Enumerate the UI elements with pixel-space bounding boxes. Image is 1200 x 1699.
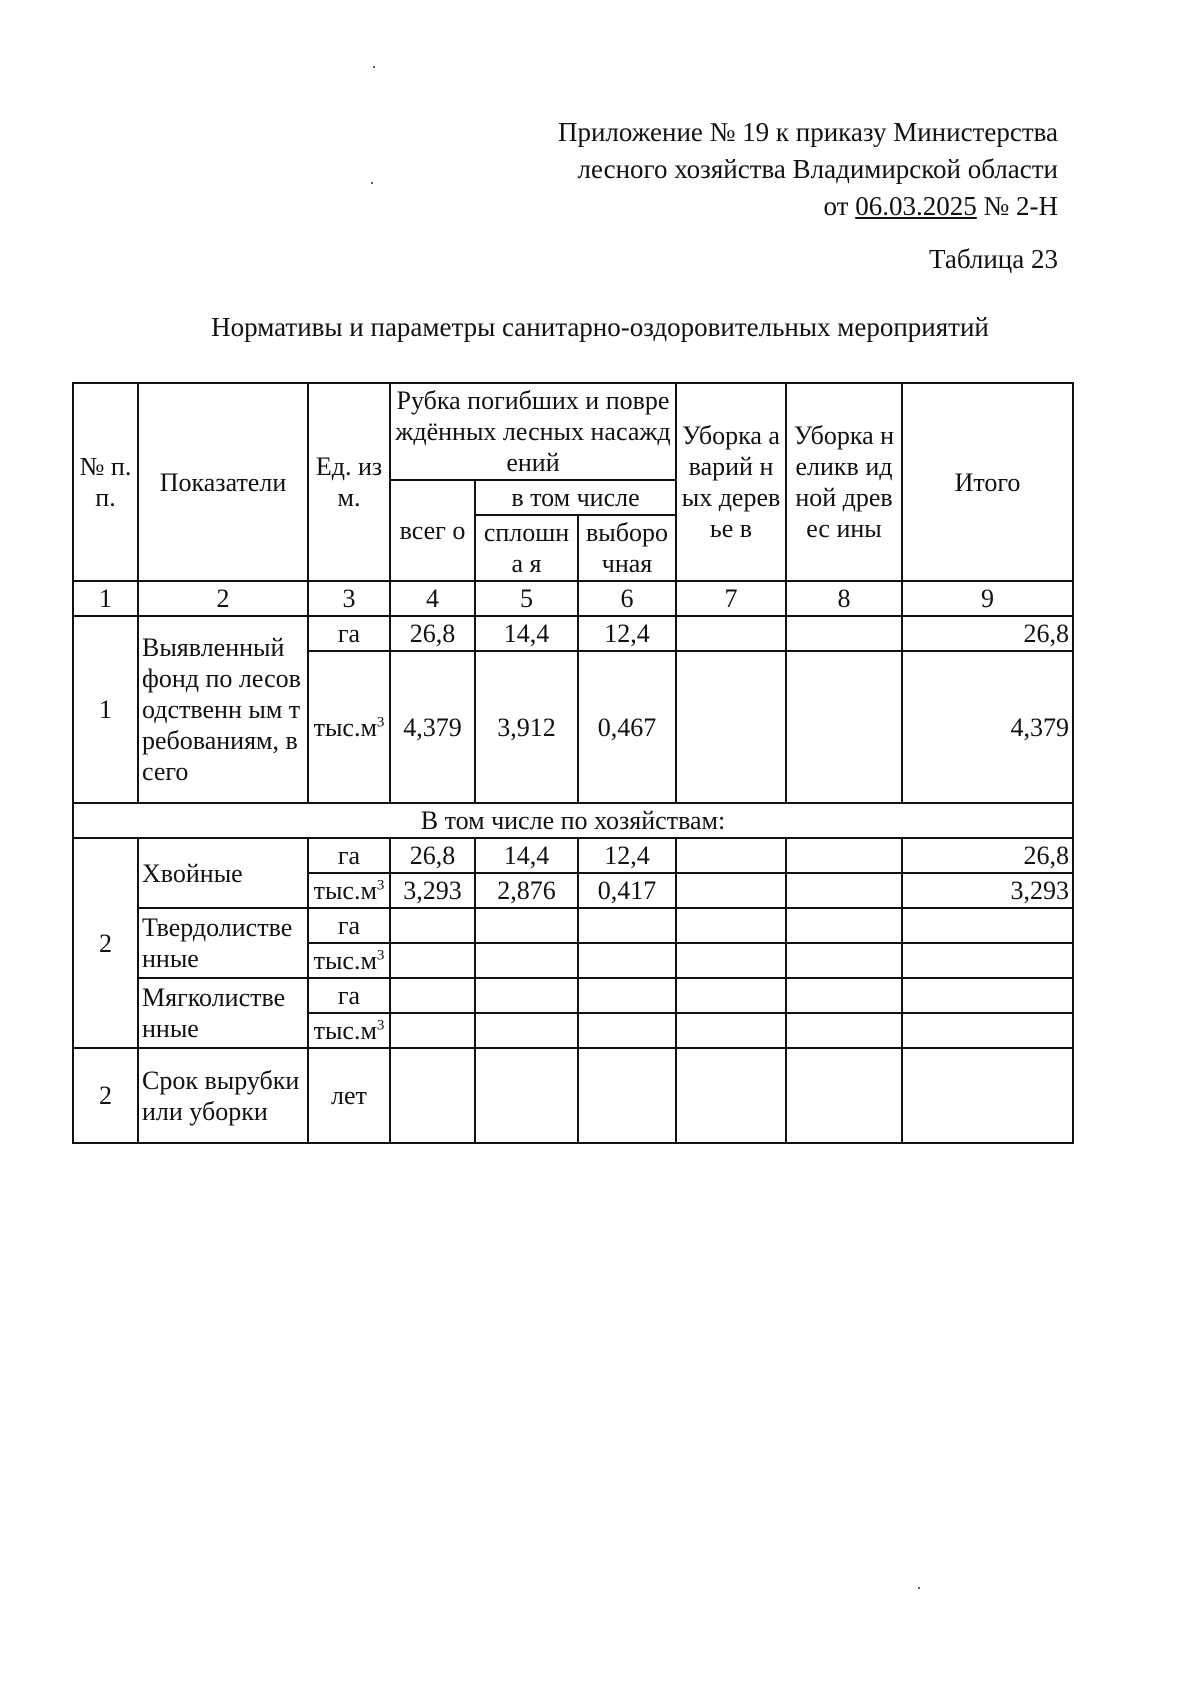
appendix-line-2: лесного хозяйства Владимирской области bbox=[577, 154, 1058, 184]
value-cell: 4,379 bbox=[390, 651, 475, 803]
table-number: Таблица 23 bbox=[929, 244, 1058, 274]
value-cell: 12,4 bbox=[578, 838, 676, 873]
unit-cell: га bbox=[308, 616, 390, 651]
row-label: Срок вырубки или уборки bbox=[138, 1048, 308, 1143]
unit-cell bbox=[308, 873, 390, 908]
value-cell: 3,293 bbox=[902, 873, 1073, 908]
col-number: 2 bbox=[138, 581, 308, 616]
value-cell bbox=[786, 978, 902, 1013]
table-row bbox=[73, 838, 1073, 873]
unit-base: тыс.м bbox=[313, 1016, 377, 1045]
value-cell: 0,467 bbox=[578, 651, 676, 803]
value-cell bbox=[390, 908, 475, 943]
col-number: 5 bbox=[475, 581, 578, 616]
value-cell: 14,4 bbox=[475, 616, 578, 651]
col-number: 3 bbox=[308, 581, 390, 616]
row-label: Твердолистве нные bbox=[138, 908, 308, 978]
appendix-header bbox=[558, 114, 1058, 225]
unit-base: тыс.м bbox=[313, 946, 377, 975]
value-cell bbox=[578, 943, 676, 978]
value-cell: 4,379 bbox=[902, 651, 1073, 803]
value-cell bbox=[902, 908, 1073, 943]
unit-cell bbox=[308, 1013, 390, 1048]
value-cell bbox=[676, 873, 786, 908]
unit-cell: га bbox=[308, 978, 390, 1013]
col-number: 6 bbox=[578, 581, 676, 616]
unit-cell: га bbox=[308, 908, 390, 943]
table-row bbox=[73, 616, 1073, 651]
value-cell: 2,876 bbox=[475, 873, 578, 908]
table-row bbox=[73, 908, 1073, 943]
order-date: 06.03.2025 bbox=[855, 191, 977, 221]
col-number: 7 bbox=[676, 581, 786, 616]
col-header-sum: Итого bbox=[902, 383, 1073, 581]
row-num: 2 bbox=[73, 1048, 138, 1143]
scan-speck bbox=[371, 182, 373, 184]
scan-speck bbox=[373, 66, 375, 68]
col-header-emergency: Уборка аварий ных деревье в bbox=[676, 383, 786, 581]
value-cell bbox=[676, 1048, 786, 1143]
col-header-selective: выборо чная bbox=[578, 515, 676, 581]
col-header-num: № п.п. bbox=[73, 383, 138, 581]
document-title: Нормативы и параметры санитарно-оздоровительных мероприятий bbox=[211, 312, 989, 342]
value-cell: 26,8 bbox=[390, 838, 475, 873]
value-cell: 12,4 bbox=[578, 616, 676, 651]
value-cell bbox=[676, 651, 786, 803]
value-cell bbox=[676, 978, 786, 1013]
value-cell bbox=[902, 943, 1073, 978]
col-header-clear: сплошна я bbox=[475, 515, 578, 581]
value-cell: 26,8 bbox=[390, 616, 475, 651]
value-cell bbox=[786, 1048, 902, 1143]
unit-cell: лет bbox=[308, 1048, 390, 1143]
value-cell bbox=[475, 1048, 578, 1143]
value-cell bbox=[578, 978, 676, 1013]
value-cell bbox=[786, 1013, 902, 1048]
value-cell bbox=[475, 943, 578, 978]
unit-cell bbox=[308, 651, 390, 803]
col-header-unit: Ед. изм. bbox=[308, 383, 390, 581]
value-cell bbox=[390, 978, 475, 1013]
col-number: 1 bbox=[73, 581, 138, 616]
row-num: 1 bbox=[73, 616, 138, 803]
order-number: № 2-Н bbox=[983, 191, 1058, 221]
value-cell bbox=[475, 908, 578, 943]
unit-sup: 3 bbox=[376, 877, 385, 894]
value-cell bbox=[390, 943, 475, 978]
value-cell bbox=[390, 1013, 475, 1048]
unit-cell bbox=[308, 943, 390, 978]
row-num: 2 bbox=[73, 838, 138, 1048]
value-cell: 26,8 bbox=[902, 616, 1073, 651]
column-number-row bbox=[73, 581, 1073, 616]
value-cell bbox=[676, 943, 786, 978]
value-cell bbox=[786, 651, 902, 803]
unit-base: тыс.м bbox=[313, 712, 377, 742]
appendix-line-3 bbox=[558, 188, 1058, 225]
measures-table bbox=[72, 382, 1074, 1144]
farms-subheader: В том числе по хозяйствам: bbox=[73, 803, 1073, 838]
value-cell: 3,912 bbox=[475, 651, 578, 803]
value-cell: 26,8 bbox=[902, 838, 1073, 873]
row-label: Мягколистве нные bbox=[138, 978, 308, 1048]
value-cell bbox=[578, 908, 676, 943]
col-header-illiquid: Уборка неликв идной древес ины bbox=[786, 383, 902, 581]
value-cell bbox=[786, 908, 902, 943]
value-cell bbox=[578, 1013, 676, 1048]
col-header-total: всег о bbox=[390, 480, 475, 581]
value-cell bbox=[902, 978, 1073, 1013]
value-cell bbox=[786, 838, 902, 873]
value-cell bbox=[578, 1048, 676, 1143]
value-cell bbox=[676, 616, 786, 651]
value-cell bbox=[475, 978, 578, 1013]
date-prefix: от bbox=[823, 191, 856, 221]
row-label: Выявленный фонд по лесоводственн ым требованиям, всего bbox=[138, 616, 308, 803]
value-cell: 3,293 bbox=[390, 873, 475, 908]
value-cell bbox=[676, 838, 786, 873]
col-number: 8 bbox=[786, 581, 902, 616]
value-cell bbox=[390, 1048, 475, 1143]
value-cell bbox=[475, 1013, 578, 1048]
value-cell bbox=[902, 1013, 1073, 1048]
unit-sup: 3 bbox=[376, 1017, 385, 1034]
unit-sup: 3 bbox=[376, 947, 385, 964]
value-cell: 14,4 bbox=[475, 838, 578, 873]
value-cell bbox=[676, 1013, 786, 1048]
col-header-felling: Рубка погибших и повреждённых лесных насаждений bbox=[390, 383, 676, 480]
scan-speck bbox=[918, 1587, 920, 1589]
value-cell bbox=[786, 616, 902, 651]
value-cell bbox=[786, 943, 902, 978]
value-cell bbox=[676, 908, 786, 943]
col-header-indicator: Показатели bbox=[138, 383, 308, 581]
col-number: 4 bbox=[390, 581, 475, 616]
appendix-line-1: Приложение № 19 к приказу Министерства bbox=[557, 117, 1058, 147]
col-header-incl: в том числе bbox=[475, 480, 676, 515]
col-number: 9 bbox=[902, 581, 1073, 616]
value-cell bbox=[902, 1048, 1073, 1143]
value-cell bbox=[786, 873, 902, 908]
table-row bbox=[73, 978, 1073, 1013]
value-cell: 0,417 bbox=[578, 873, 676, 908]
row-label: Хвойные bbox=[138, 838, 308, 908]
unit-cell: га bbox=[308, 838, 390, 873]
unit-sup: 3 bbox=[376, 713, 385, 730]
table-row bbox=[73, 1048, 1073, 1143]
unit-base: тыс.м bbox=[313, 876, 377, 905]
